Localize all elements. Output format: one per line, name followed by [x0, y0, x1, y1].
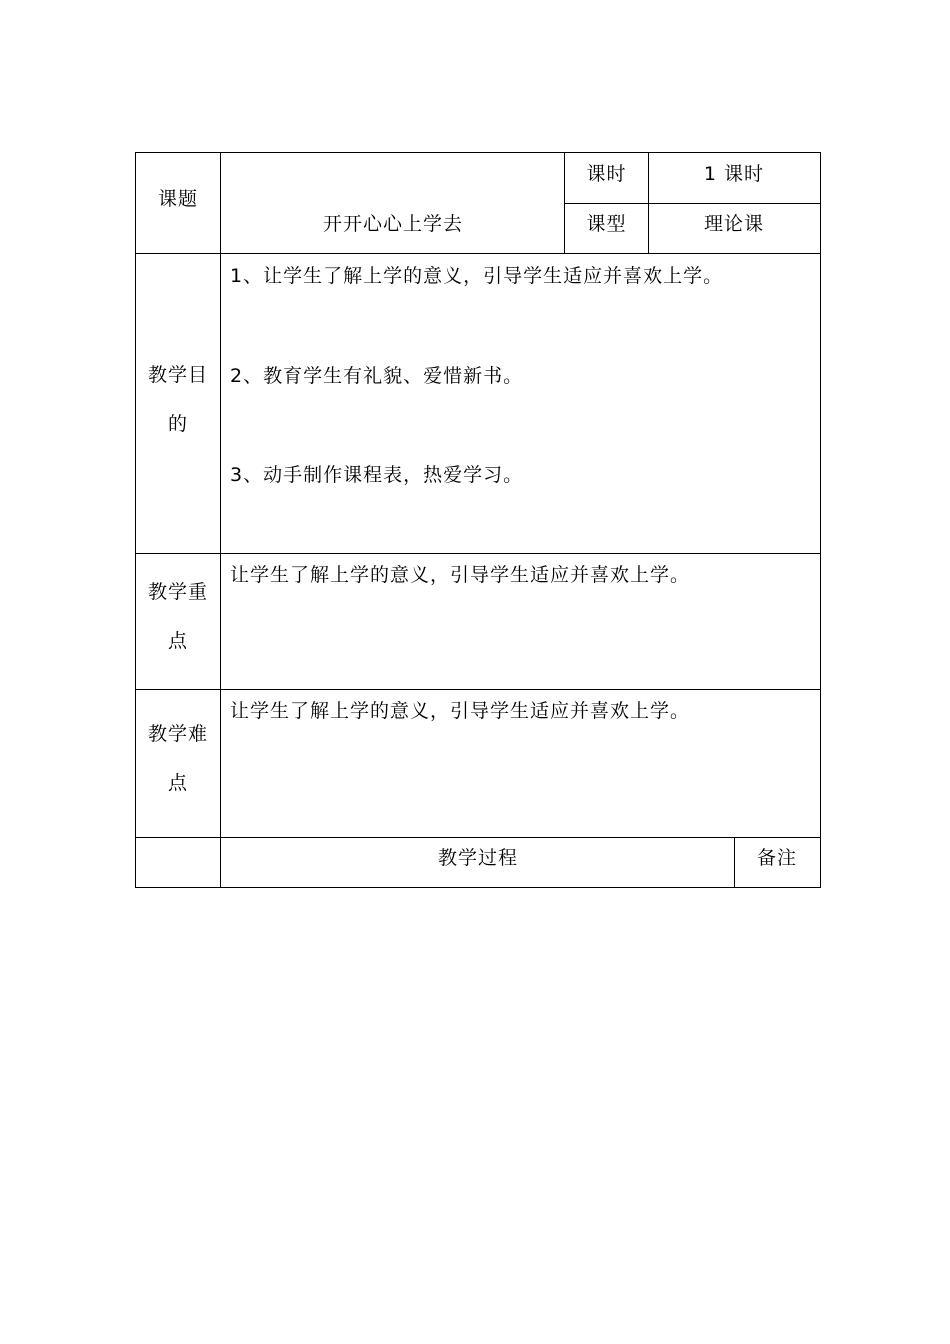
key-points-label-line2: 点 — [167, 630, 188, 652]
row-divider-keypoints — [135, 689, 821, 690]
topic-value: 开开心心上学去 — [322, 213, 463, 235]
type-label: 课型 — [586, 213, 627, 235]
topic-label: 课题 — [157, 188, 198, 210]
row-divider-period — [564, 203, 821, 204]
type-value: 理论课 — [703, 213, 764, 235]
lesson-plan-table — [135, 152, 821, 889]
row-divider-difficulties — [135, 837, 821, 838]
difficulties-label-line1: 教学难 — [147, 723, 208, 745]
difficulties-value: 让学生了解上学的意义，引导学生适应并喜欢上学。 — [230, 700, 691, 722]
table-border-top — [135, 152, 821, 153]
objective-item-1: 1、让学生了解上学的意义，引导学生适应并喜欢上学。 — [230, 265, 724, 287]
key-points-label-line1: 教学重 — [147, 581, 208, 603]
table-border-right — [820, 152, 821, 888]
difficulties-label-line2: 点 — [167, 772, 188, 794]
row-divider-header — [135, 253, 821, 254]
period-value: 1 课时 — [703, 163, 765, 185]
notes-label: 备注 — [756, 847, 797, 869]
process-label: 教学过程 — [437, 847, 518, 869]
key-points-value: 让学生了解上学的意义，引导学生适应并喜欢上学。 — [230, 564, 691, 586]
objectives-label-line2: 的 — [167, 413, 188, 435]
objective-item-2: 2、教育学生有礼貌、爱惜新书。 — [230, 365, 524, 387]
objectives-label-line1: 教学目 — [147, 364, 208, 386]
row-divider-objectives — [135, 553, 821, 554]
table-border-bottom — [135, 887, 821, 888]
period-label: 课时 — [586, 163, 627, 185]
objective-item-3: 3、动手制作课程表，热爱学习。 — [230, 464, 524, 486]
